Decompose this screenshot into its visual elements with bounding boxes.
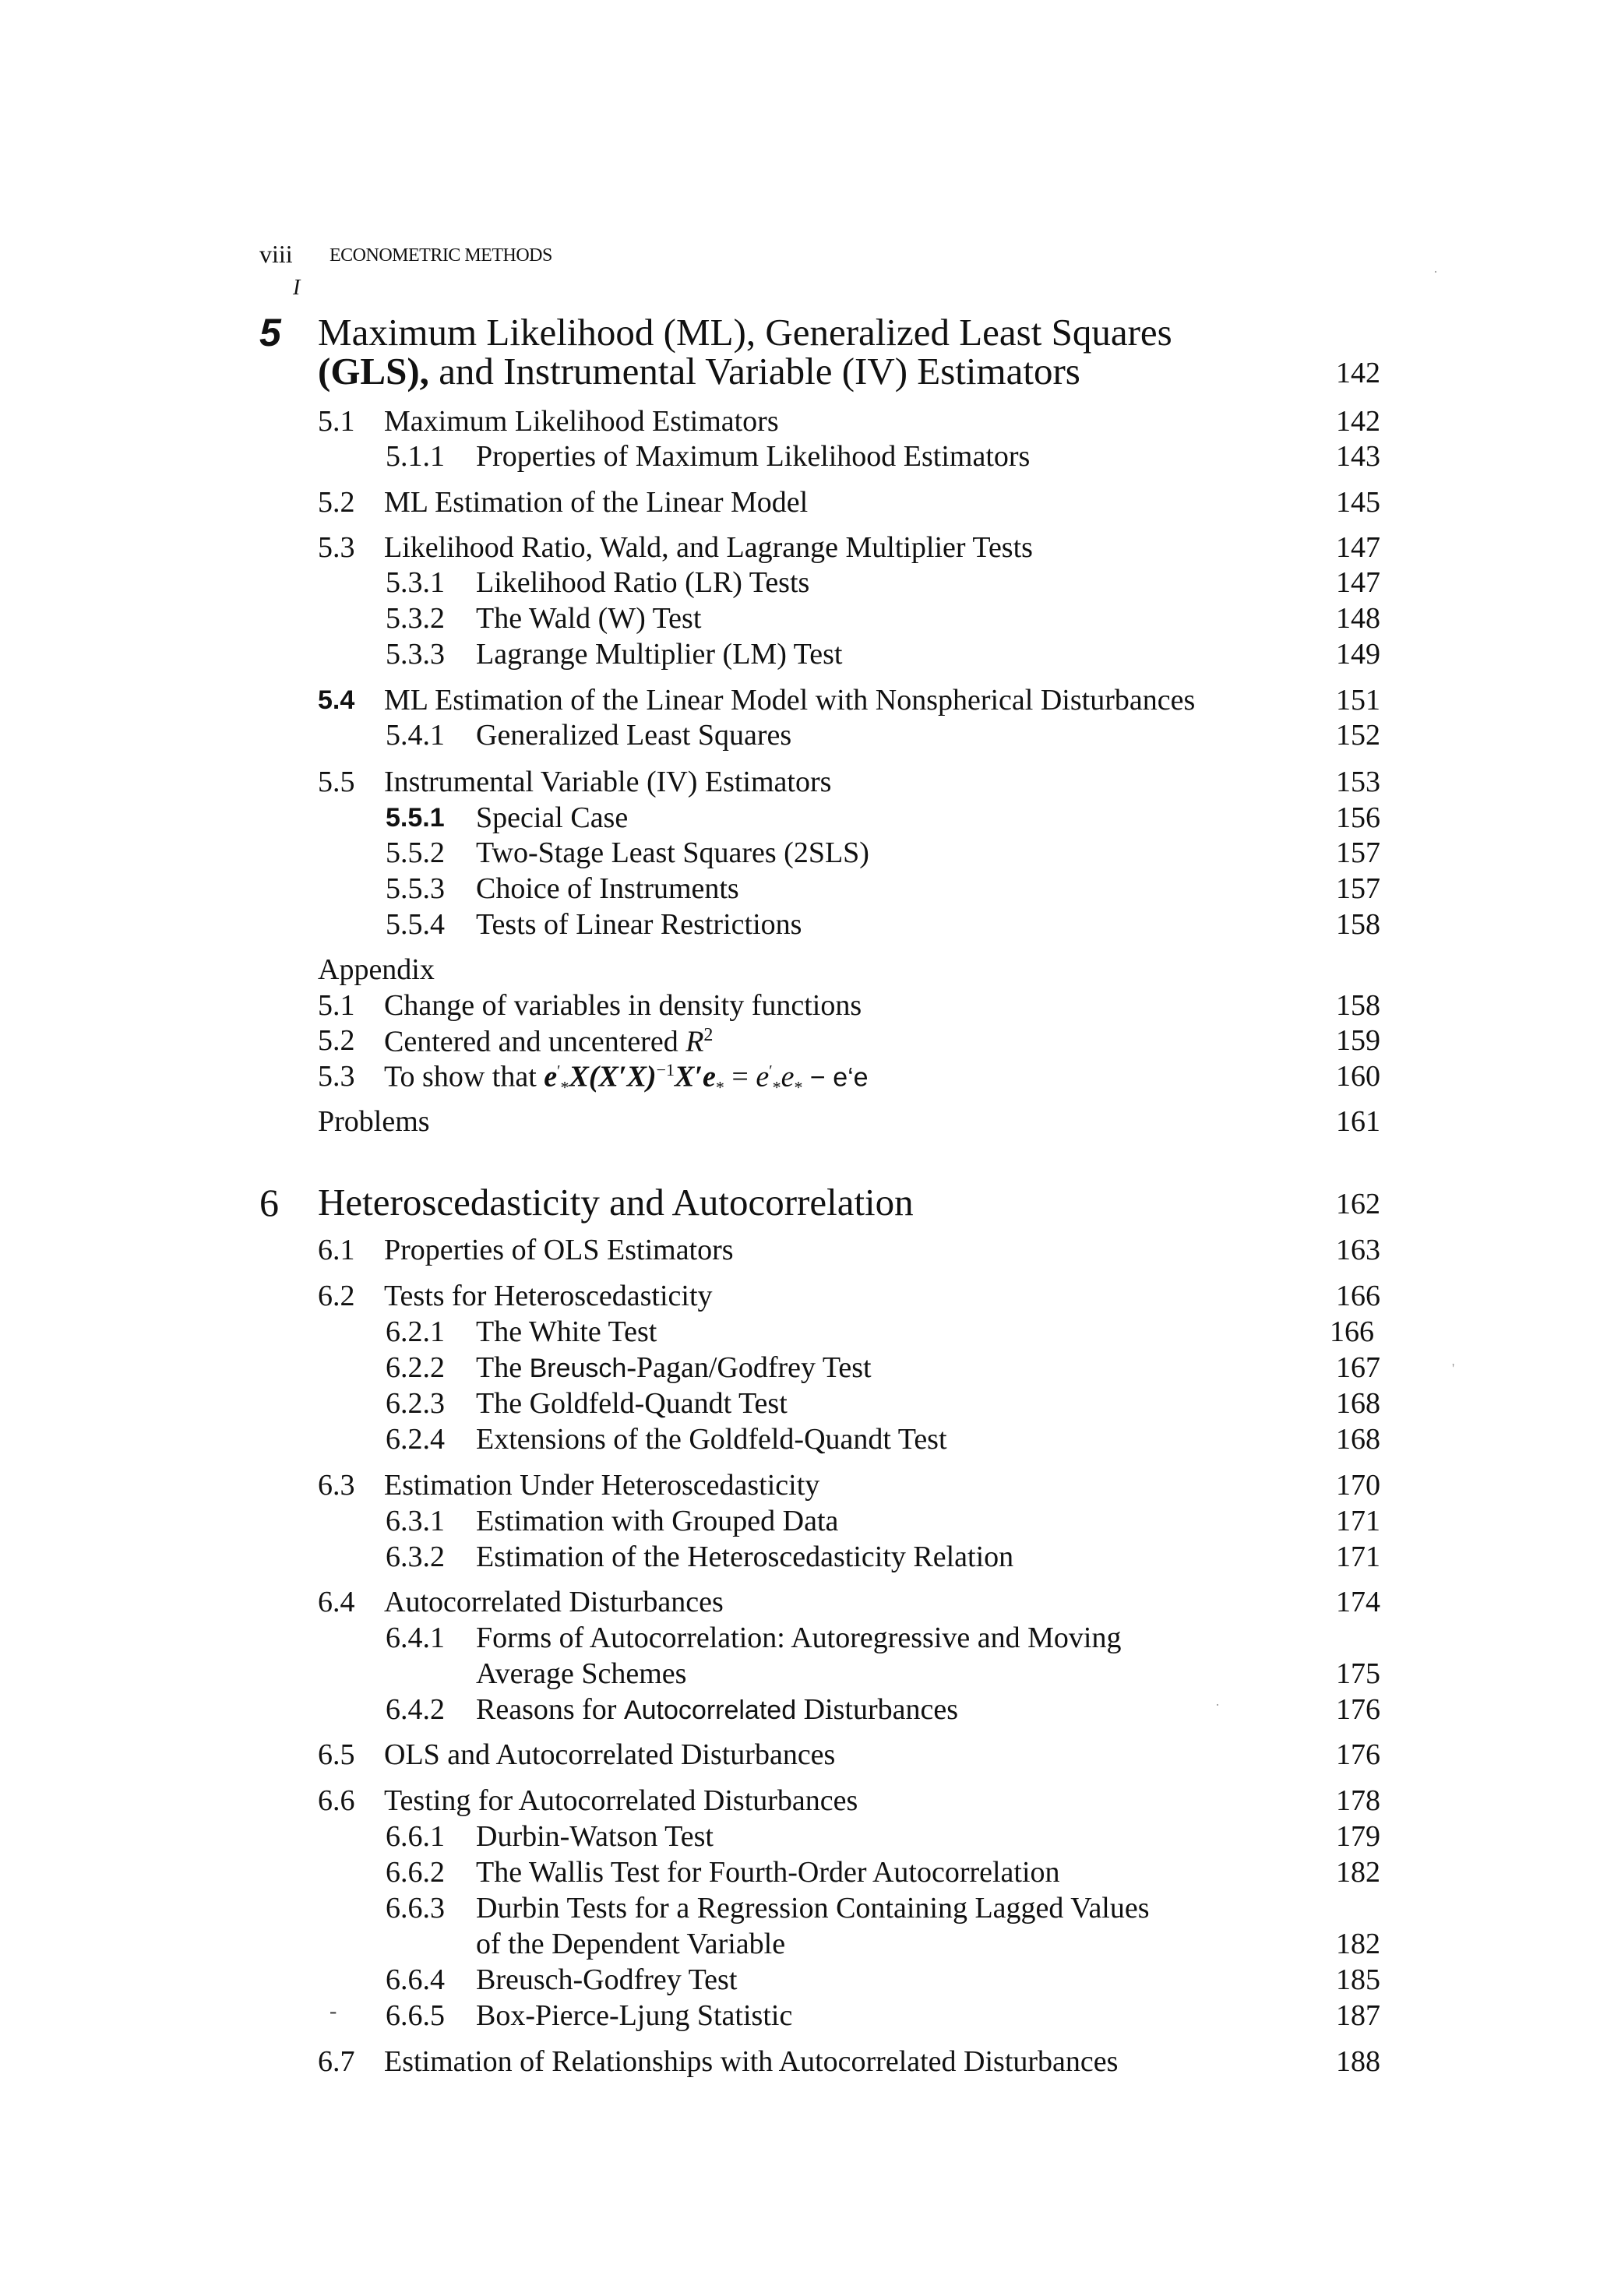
chapter-6-page: 162 [1336, 1188, 1380, 1220]
toc-page: 160 [1336, 1060, 1380, 1093]
toc-title: Breusch-Godfrey Test [476, 1963, 738, 1996]
problems-label: Problems [318, 1105, 430, 1138]
formula-e: e [756, 1060, 770, 1093]
toc-page: 157 [1336, 836, 1380, 869]
toc-page: 147 [1336, 531, 1380, 564]
toc-number: 5.3.2 [386, 602, 445, 635]
toc-title-sans: Autocorrelated [623, 1696, 797, 1725]
toc-number: 6.6.1 [386, 1820, 445, 1853]
toc-title-continuation: Average Schemes [476, 1657, 687, 1690]
toc-page: 161 [1336, 1105, 1380, 1138]
toc-title-sans: Breusch [529, 1354, 627, 1383]
scan-dash-mark: - [330, 1999, 337, 2023]
toc-title: OLS and Autocorrelated Disturbances [384, 1738, 836, 1771]
toc-number: 6.4.2 [386, 1693, 445, 1726]
toc-page: 174 [1336, 1586, 1380, 1618]
toc-number: 5.1 [318, 989, 355, 1022]
formula-e: e [781, 1060, 795, 1093]
toc-title [384, 1026, 713, 1057]
toc-page: 163 [1336, 1234, 1380, 1266]
toc-title: Special Case [476, 801, 629, 834]
toc-title-continuation: of the Dependent Variable [476, 1928, 786, 1960]
toc-title: Extensions of the Goldfeld-Quandt Test [476, 1423, 947, 1456]
chapter-5-number: 5 [259, 311, 281, 354]
toc-number: 5.4.1 [386, 719, 445, 752]
toc-page: 151 [1336, 684, 1380, 717]
toc-title: Tests for Heteroscedasticity [384, 1280, 713, 1312]
toc-page: 147 [1336, 566, 1380, 599]
toc-page: 159 [1336, 1024, 1380, 1057]
toc-title: Two-Stage Least Squares (2SLS) [476, 836, 869, 869]
toc-title: The Wald (W) Test [476, 602, 702, 635]
appendix-label: Appendix [318, 953, 435, 986]
toc-number: 6.6.3 [386, 1892, 445, 1924]
toc-page: 182 [1336, 1928, 1380, 1960]
toc-title-text: The [476, 1351, 530, 1384]
toc-number: 5.5 [318, 766, 355, 798]
stray-mark: I [293, 276, 301, 300]
toc-page: 167 [1336, 1351, 1380, 1384]
chapter-6-number: 6 [259, 1181, 279, 1224]
toc-number: 6.4.1 [386, 1622, 445, 1654]
toc-number: 6.6 [318, 1784, 355, 1817]
toc-page: 166 [1330, 1315, 1374, 1348]
toc-page: 175 [1336, 1657, 1380, 1690]
toc-number: 6.6.2 [386, 1856, 445, 1889]
toc-title: Properties of OLS Estimators [384, 1234, 734, 1266]
toc-page: 187 [1336, 1999, 1380, 2032]
toc-page: 170 [1336, 1469, 1380, 1502]
toc-number: 6.6.4 [386, 1963, 445, 1996]
toc-page: 166 [1336, 1280, 1380, 1312]
chapter-5-title-line2 [318, 350, 1080, 393]
scan-faint-mark: · [1433, 264, 1438, 280]
toc-title [476, 1353, 872, 1382]
chapter-5-title-line1: Maximum Likelihood (ML), Generalized Least Squares [318, 311, 1172, 354]
toc-number: 6.3.2 [386, 1541, 445, 1573]
scan-tick-mark: ' [1452, 1361, 1455, 1376]
toc-number: 5.1.1 [386, 440, 445, 473]
toc-page: 179 [1336, 1820, 1380, 1853]
toc-page: 171 [1336, 1541, 1380, 1573]
toc-title: Generalized Least Squares [476, 719, 792, 752]
formula-equals: = [724, 1060, 756, 1093]
toc-page: 153 [1336, 766, 1380, 798]
toc-title: ML Estimation of the Linear Model with Nonspherical Disturbances [384, 684, 1196, 717]
toc-page: 142 [1336, 405, 1380, 438]
toc-number: 5.5.1 [386, 803, 445, 833]
toc-page: 158 [1336, 908, 1380, 941]
toc-title: Maximum Likelihood Estimators [384, 405, 779, 438]
toc-title: Box-Pierce-Ljung Statistic [476, 1999, 793, 2032]
toc-number: 5.3 [318, 1060, 355, 1093]
toc-title: Likelihood Ratio (LR) Tests [476, 566, 810, 599]
formula-x-matrix: X(X′X) [569, 1060, 657, 1093]
toc-page: 145 [1336, 486, 1380, 519]
toc-page: 152 [1336, 719, 1380, 752]
toc-title: Likelihood Ratio, Wald, and Lagrange Multiplier Tests [384, 531, 1033, 564]
chapter-5-title-rest: and Instrumental Variable (IV) Estimators [428, 350, 1080, 393]
toc-title: Durbin-Watson Test [476, 1820, 714, 1853]
formula-star: * [794, 1077, 803, 1097]
toc-page: 157 [1336, 872, 1380, 905]
toc-page: 188 [1336, 2045, 1380, 2078]
chapter-5-page: 142 [1336, 357, 1380, 389]
toc-title: Testing for Autocorrelated Disturbances [384, 1784, 858, 1817]
toc-title: The Goldfeld-Quandt Test [476, 1387, 788, 1420]
toc-number: 5.5.2 [386, 836, 445, 869]
toc-number: 6.1 [318, 1234, 355, 1266]
toc-title: Estimation Under Heteroscedasticity [384, 1469, 820, 1502]
toc-title: Estimation with Grouped Data [476, 1505, 839, 1537]
toc-title-text: Reasons for [476, 1693, 624, 1726]
toc-title: Forms of Autocorrelation: Autoregressive and Moving [476, 1622, 1122, 1654]
running-head: ECONOMETRIC METHODS [330, 245, 552, 266]
toc-page: 171 [1336, 1505, 1380, 1537]
toc-number: 6.2.3 [386, 1387, 445, 1420]
toc-number: 6.2.2 [386, 1351, 445, 1384]
toc-title: Tests of Linear Restrictions [476, 908, 802, 941]
toc-page: 168 [1336, 1423, 1380, 1456]
toc-number: 5.5.3 [386, 872, 445, 905]
formula-prime: ′ [769, 1062, 773, 1079]
toc-number: 6.2 [318, 1280, 355, 1312]
toc-title: ML Estimation of the Linear Model [384, 486, 809, 519]
formula-star: * [560, 1077, 569, 1097]
toc-page: 176 [1336, 1693, 1380, 1726]
toc-number: 6.7 [318, 2045, 355, 2078]
toc-title-text: Disturbances [796, 1693, 958, 1726]
chapter-6-title: Heteroscedasticity and Autocorrelation [318, 1181, 914, 1224]
formula-star: * [715, 1077, 724, 1097]
formula-tail: − e‘e [802, 1062, 869, 1093]
formula-inverse: −1 [656, 1060, 675, 1079]
toc-page: 185 [1336, 1963, 1380, 1996]
r-squared-exponent: 2 [703, 1025, 714, 1045]
toc-title: Estimation of Relationships with Autocorrelated Disturbances [384, 2045, 1119, 2078]
toc-number: 6.3.1 [386, 1505, 445, 1537]
scan-faint-mark: · [1215, 1697, 1220, 1713]
toc-title: The Wallis Test for Fourth-Order Autocorrelation [476, 1856, 1060, 1889]
toc-number: 6.3 [318, 1469, 355, 1502]
toc-page: 168 [1336, 1387, 1380, 1420]
page-number: viii [259, 240, 293, 268]
toc-page: 158 [1336, 989, 1380, 1022]
toc-title-text: Centered and uncentered [384, 1025, 686, 1058]
toc-title: Choice of Instruments [476, 872, 739, 905]
toc-number: 5.2 [318, 1024, 355, 1057]
formula-x-prime-e: X′e [675, 1060, 716, 1093]
toc-number: 5.4 [318, 685, 355, 715]
formula-star: * [772, 1077, 781, 1097]
toc-title: Estimation of the Heteroscedasticity Relation [476, 1541, 1014, 1573]
toc-number: 5.3 [318, 531, 355, 564]
toc-number: 5.5.4 [386, 908, 445, 941]
toc-title-text: -Pagan/Godfrey Test [626, 1351, 872, 1384]
toc-number: 5.3.1 [386, 566, 445, 599]
formula-e-star: e [544, 1060, 558, 1093]
toc-page: 156 [1336, 801, 1380, 834]
toc-number: 5.1 [318, 405, 355, 438]
toc-title: Autocorrelated Disturbances [384, 1586, 724, 1618]
toc-page: 143 [1336, 440, 1380, 473]
toc-page: 176 [1336, 1738, 1380, 1771]
toc-title [476, 1695, 958, 1724]
toc-title: Durbin Tests for a Regression Containing Lagged Values [476, 1892, 1150, 1924]
r-squared-symbol: R [685, 1025, 704, 1058]
toc-title: Properties of Maximum Likelihood Estimators [476, 440, 1031, 473]
toc-title-formula [384, 1062, 869, 1096]
toc-number: 5.3.3 [386, 638, 445, 671]
toc-title: The White Test [476, 1315, 657, 1348]
toc-title: Lagrange Multiplier (LM) Test [476, 638, 843, 671]
toc-page: 149 [1336, 638, 1380, 671]
toc-number: 6.2.4 [386, 1423, 445, 1456]
toc-number: 6.2.1 [386, 1315, 445, 1348]
formula-prime: ′ [557, 1062, 561, 1079]
toc-title: Instrumental Variable (IV) Estimators [384, 766, 832, 798]
toc-page: 182 [1336, 1856, 1380, 1889]
toc-page: 178 [1336, 1784, 1380, 1817]
toc-page: 148 [1336, 602, 1380, 635]
toc-title: Change of variables in density functions [384, 989, 862, 1022]
toc-title-text: To show that [384, 1060, 544, 1093]
toc-number: 6.6.5 [386, 1999, 445, 2032]
toc-number: 5.2 [318, 486, 355, 519]
toc-number: 6.4 [318, 1586, 355, 1618]
chapter-5-title-gls: (GLS), [318, 350, 429, 393]
toc-number: 6.5 [318, 1738, 355, 1771]
